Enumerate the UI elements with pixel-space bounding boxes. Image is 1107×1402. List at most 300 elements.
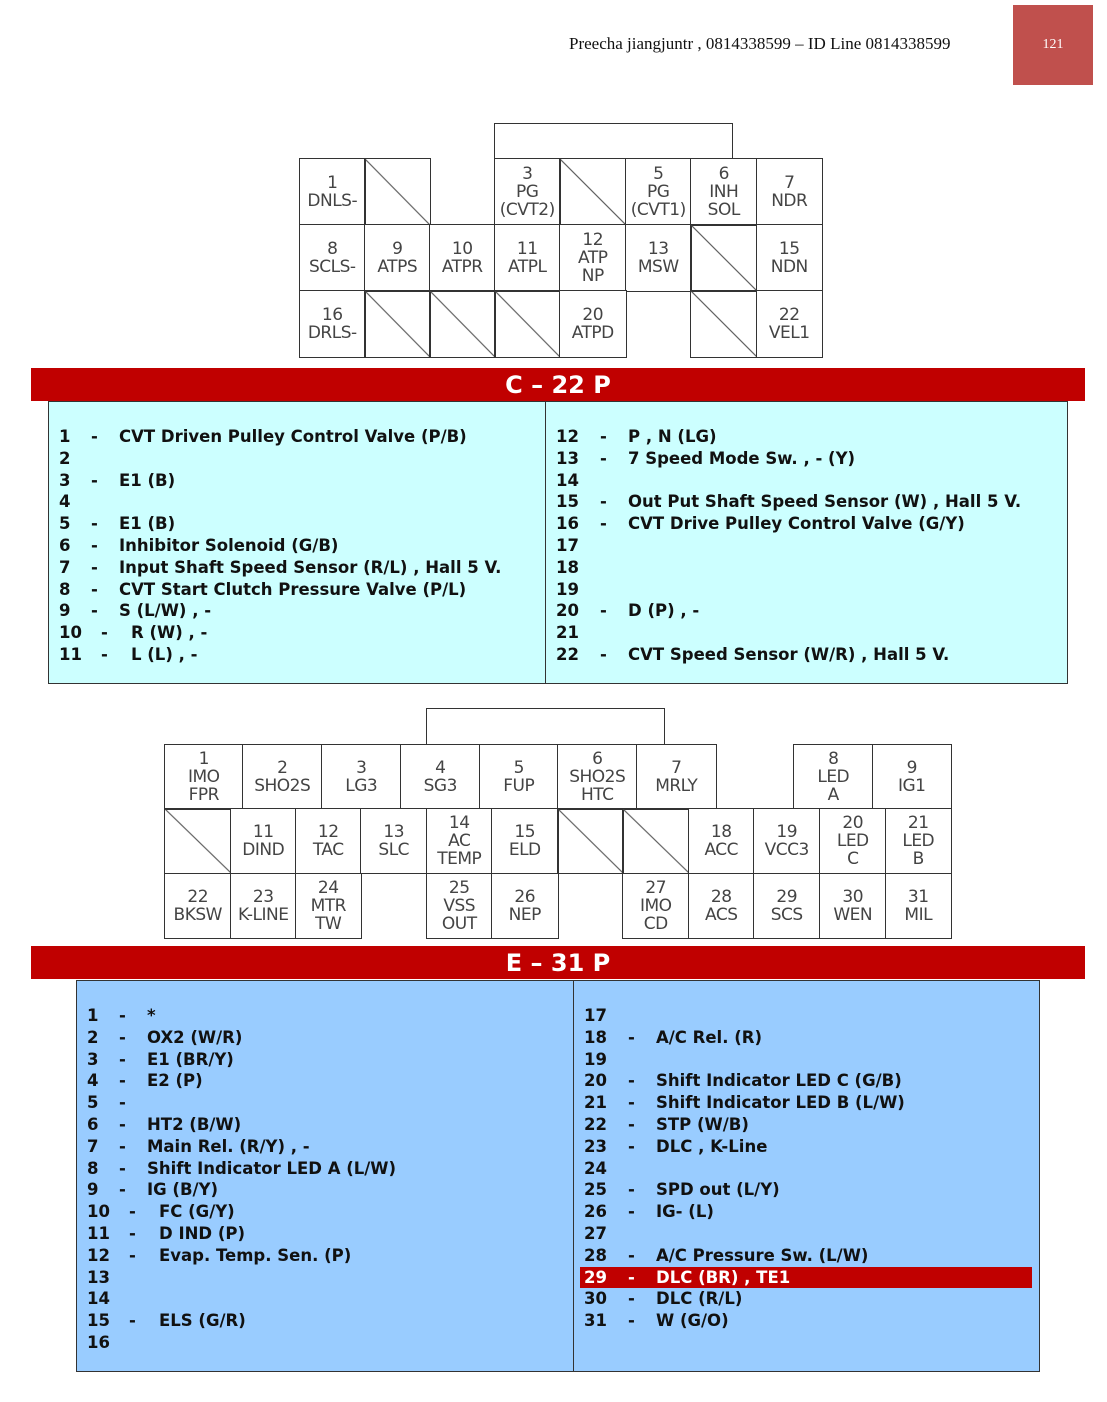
pin-description: OX2 (W/R) xyxy=(147,1027,243,1047)
pin-label: IMO xyxy=(639,896,672,916)
pin-number: 15 xyxy=(556,492,579,512)
e-pin-11 xyxy=(230,808,297,874)
pin-number: 23 xyxy=(252,887,274,907)
pin-label: VSS xyxy=(443,896,476,916)
pin-description: P , N (LG) xyxy=(628,427,717,446)
pin-number: 18 xyxy=(584,1027,607,1047)
e-pin-3 xyxy=(321,744,402,810)
pin-dash: - xyxy=(91,514,98,534)
pin-number: 25 xyxy=(584,1180,607,1200)
pin-number: 9 xyxy=(87,1180,99,1200)
pin-dash: - xyxy=(628,1267,635,1287)
legend-row xyxy=(49,557,546,579)
pin-description: IG (B/Y) xyxy=(147,1180,219,1200)
connector-c-title: C – 22 P xyxy=(31,368,1085,401)
pin-dash: - xyxy=(119,1027,126,1047)
legend-row xyxy=(546,426,1067,448)
pin-dash: - xyxy=(628,1311,635,1331)
pin-description: W (G/O) xyxy=(656,1311,729,1331)
pin-number: 28 xyxy=(710,887,732,907)
pin-label: ACC xyxy=(704,840,739,860)
pin-description: A/C Pressure Sw. (L/W) xyxy=(656,1245,869,1265)
pin-number: 16 xyxy=(556,514,579,534)
e-pin-15 xyxy=(491,808,559,874)
pin-label: NDN xyxy=(770,256,808,277)
pin-description: D (P) , - xyxy=(628,601,700,621)
pin-number: 29 xyxy=(776,887,798,907)
e-pin-1 xyxy=(164,744,244,810)
e-pin-9 xyxy=(872,744,952,810)
c-pin-unused xyxy=(364,158,431,226)
pin-number: 14 xyxy=(87,1289,110,1309)
legend-row xyxy=(546,622,1067,644)
connector-c-legend-left xyxy=(49,402,546,683)
pin-dash: - xyxy=(600,492,607,512)
legend-row xyxy=(77,1005,574,1027)
pin-number: 7 xyxy=(784,172,795,193)
pin-number: 3 xyxy=(59,470,71,490)
pin-description: CVT Drive Pulley Control Valve (G/Y) xyxy=(628,514,965,534)
pin-label: NDR xyxy=(771,190,808,211)
pin-number: 12 xyxy=(317,822,339,842)
pin-number: 12 xyxy=(582,229,604,250)
pin-label: LED xyxy=(902,831,935,851)
c-pin-unused xyxy=(364,290,431,358)
pin-number: 13 xyxy=(87,1267,110,1287)
legend-row xyxy=(49,622,546,644)
pin-label: FPR xyxy=(188,785,219,805)
pin-number: 23 xyxy=(584,1136,607,1156)
pin-label: MRLY xyxy=(655,776,698,796)
e-pin-6 xyxy=(557,744,638,810)
pin-label: (CVT1) xyxy=(630,199,686,220)
legend-row xyxy=(49,644,546,666)
pin-dash: - xyxy=(628,1114,635,1134)
pin-number: 11 xyxy=(252,822,274,842)
pin-dash: - xyxy=(600,601,607,621)
pin-label: SHO2S xyxy=(569,767,626,787)
pin-label: DIND xyxy=(242,840,285,860)
pin-number: 3 xyxy=(356,758,367,778)
c-pin-20 xyxy=(559,290,627,358)
pin-description: Main Rel. (R/Y) , - xyxy=(147,1136,310,1156)
c-pin-8 xyxy=(299,224,366,292)
pin-description: Shift Indicator LED B (L/W) xyxy=(656,1093,905,1113)
pin-description: Out Put Shaft Speed Sensor (W) , Hall 5 V. xyxy=(628,492,1022,512)
pin-number: 5 xyxy=(59,514,71,534)
legend-row xyxy=(77,1158,574,1180)
pin-number: 2 xyxy=(277,758,288,778)
page-number-badge: 121 xyxy=(1013,5,1093,85)
connector-c-key xyxy=(494,123,733,159)
connector-e-title: E – 31 P xyxy=(31,946,1085,979)
pin-dash: - xyxy=(91,557,98,577)
pin-number: 11 xyxy=(516,238,538,259)
legend-row xyxy=(49,513,546,535)
pin-label: IMO xyxy=(187,767,220,787)
pin-description: SPD out (L/Y) xyxy=(656,1180,780,1200)
pin-number: 21 xyxy=(584,1093,607,1113)
pin-number: 5 xyxy=(87,1093,99,1113)
legend-row xyxy=(574,1245,1039,1267)
connector-c-legend xyxy=(48,401,1068,684)
legend-row xyxy=(574,1027,1039,1049)
pin-number: 10 xyxy=(59,623,82,643)
pin-number: 8 xyxy=(828,749,839,769)
pin-label: C xyxy=(847,849,859,869)
e-pin-26 xyxy=(491,873,559,939)
pin-label: ATPL xyxy=(508,256,547,277)
pin-dash: - xyxy=(91,535,98,555)
pin-label: IG1 xyxy=(897,776,926,796)
pin-dash: - xyxy=(91,427,98,446)
e-pin-unused xyxy=(557,808,624,874)
c-pin-16 xyxy=(299,290,366,358)
pin-number: 29 xyxy=(584,1267,607,1287)
connector-e-legend-right xyxy=(573,981,1039,1371)
pin-label: OUT xyxy=(441,914,477,934)
pin-number: 21 xyxy=(907,813,929,833)
pin-label: PG xyxy=(647,181,670,202)
pin-number: 10 xyxy=(451,238,473,259)
pin-number: 15 xyxy=(87,1311,110,1331)
pin-number: 14 xyxy=(448,813,470,833)
pin-label: VEL1 xyxy=(768,322,810,343)
legend-row xyxy=(49,579,546,601)
legend-row xyxy=(574,1179,1039,1201)
pin-label: SHO2S xyxy=(254,776,311,796)
pin-number: 25 xyxy=(448,878,470,898)
legend-row xyxy=(574,1005,1039,1027)
connector-e-key xyxy=(426,708,665,745)
legend-row xyxy=(77,1179,574,1201)
pin-number: 19 xyxy=(776,822,798,842)
c-pin-9 xyxy=(364,224,431,292)
e-pin-19 xyxy=(753,808,821,874)
pin-label: SLC xyxy=(378,840,410,860)
pin-dash: - xyxy=(600,644,607,664)
pin-number: 7 xyxy=(87,1136,99,1156)
pin-dash: - xyxy=(91,601,98,621)
pin-dash: - xyxy=(600,427,607,446)
e-pin-unused xyxy=(622,808,690,874)
e-pin-12 xyxy=(295,808,362,874)
pin-number: 16 xyxy=(87,1332,110,1352)
pin-number: 1 xyxy=(327,172,338,193)
pin-description: STP (W/B) xyxy=(656,1114,749,1134)
pin-number: 11 xyxy=(59,644,82,664)
pin-dash: - xyxy=(119,1114,126,1134)
pin-number: 12 xyxy=(87,1245,110,1265)
pin-number: 20 xyxy=(582,304,604,325)
pin-description: A/C Rel. (R) xyxy=(656,1027,763,1047)
legend-row xyxy=(546,448,1067,470)
pin-label: PG xyxy=(516,181,539,202)
c-pin-10 xyxy=(429,224,496,292)
pin-number: 19 xyxy=(556,579,579,599)
pin-number: 28 xyxy=(584,1245,607,1265)
pin-number: 2 xyxy=(87,1027,99,1047)
pin-number: 6 xyxy=(718,163,729,184)
pin-number: 3 xyxy=(87,1049,99,1069)
pin-dash: - xyxy=(91,579,98,599)
pin-number: 6 xyxy=(59,535,71,555)
pin-number: 26 xyxy=(584,1202,607,1222)
legend-row xyxy=(574,1288,1039,1310)
pin-number: 15 xyxy=(778,238,800,259)
connector-e-legend xyxy=(76,980,1040,1372)
pin-description: E2 (P) xyxy=(147,1071,203,1091)
pin-description: * xyxy=(147,1006,156,1025)
pin-label: SOL xyxy=(707,199,740,220)
legend-row xyxy=(77,1092,574,1114)
pin-dash: - xyxy=(628,1093,635,1113)
e-pin-31 xyxy=(885,873,952,939)
legend-row xyxy=(49,600,546,622)
pin-number: 22 xyxy=(556,644,579,664)
pin-label: MIL xyxy=(904,905,933,925)
legend-row xyxy=(77,1027,574,1049)
legend-row xyxy=(77,1201,574,1223)
e-pin-29 xyxy=(753,873,821,939)
legend-row xyxy=(49,535,546,557)
legend-row xyxy=(546,644,1067,666)
e-pin-4 xyxy=(400,744,481,810)
pin-label: TW xyxy=(315,914,342,934)
legend-row xyxy=(77,1049,574,1071)
legend-row xyxy=(574,1158,1039,1180)
pin-number: 10 xyxy=(87,1202,110,1222)
pin-dash: - xyxy=(129,1223,136,1243)
c-pin-unused xyxy=(690,224,758,292)
pin-number: 3 xyxy=(522,163,533,184)
legend-row-highlight xyxy=(580,1267,1032,1289)
pin-description: DLC (R/L) xyxy=(656,1289,743,1309)
legend-row xyxy=(77,1267,574,1289)
legend-row xyxy=(77,1310,574,1332)
pin-number: 8 xyxy=(327,238,338,259)
pin-dash: - xyxy=(101,644,108,664)
pin-description: ELS (G/R) xyxy=(159,1311,246,1331)
pin-number: 8 xyxy=(59,579,71,599)
pin-number: 11 xyxy=(87,1223,110,1243)
pin-description: Input Shaft Speed Sensor (R/L) , Hall 5 V. xyxy=(119,557,502,577)
pin-label: LED xyxy=(836,831,869,851)
e-pin-18 xyxy=(688,808,755,874)
pin-label: ATPD xyxy=(571,322,614,343)
e-pin-8 xyxy=(793,744,874,810)
pin-dash: - xyxy=(628,1180,635,1200)
pin-number: 27 xyxy=(584,1223,607,1243)
pin-number: 7 xyxy=(671,758,682,778)
connector-c-legend-right xyxy=(545,402,1067,683)
c-pin-unused xyxy=(494,290,561,358)
c-pin-11 xyxy=(494,224,561,292)
pin-label: K-LINE xyxy=(238,905,289,925)
pin-description: 7 Speed Mode Sw. , - (Y) xyxy=(628,448,856,468)
pin-description: Inhibitor Solenoid (G/B) xyxy=(119,535,339,555)
pin-number: 4 xyxy=(59,492,71,512)
pin-number: 22 xyxy=(778,304,800,325)
pin-description: CVT Driven Pulley Control Valve (P/B) xyxy=(119,427,467,446)
connector-e-legend-left xyxy=(77,981,574,1371)
pin-description: CVT Start Clutch Pressure Valve (P/L) xyxy=(119,579,467,599)
c-pin-unused xyxy=(690,290,758,358)
pin-number: 6 xyxy=(87,1114,99,1134)
pin-number: 1 xyxy=(198,749,209,769)
c-pin-unused xyxy=(559,158,627,226)
pin-label: ATPR xyxy=(441,256,483,277)
pin-dash: - xyxy=(628,1136,635,1156)
legend-row xyxy=(574,1201,1039,1223)
pin-dash: - xyxy=(628,1202,635,1222)
pin-number: 22 xyxy=(584,1114,607,1134)
legend-row xyxy=(49,448,546,470)
pin-number: 7 xyxy=(59,557,71,577)
pin-number: 21 xyxy=(556,623,579,643)
pin-number: 16 xyxy=(321,304,343,325)
e-pin-unused xyxy=(164,808,232,874)
pin-description: Shift Indicator LED A (L/W) xyxy=(147,1158,397,1178)
e-pin-28 xyxy=(688,873,755,939)
pin-description: HT2 (B/W) xyxy=(147,1114,242,1134)
pin-number: 6 xyxy=(592,749,603,769)
c-pin-1 xyxy=(299,158,366,226)
pin-label: SCS xyxy=(770,905,803,925)
pin-number: 15 xyxy=(514,822,536,842)
pin-number: 1 xyxy=(59,427,71,446)
pin-number: 9 xyxy=(59,601,71,621)
legend-row xyxy=(574,1136,1039,1158)
pin-number: 31 xyxy=(907,887,929,907)
pin-number: 20 xyxy=(584,1071,607,1091)
pin-number: 4 xyxy=(87,1071,99,1091)
e-pin-7 xyxy=(636,744,717,810)
legend-row xyxy=(574,1223,1039,1245)
e-pin-24 xyxy=(295,873,362,939)
legend-row xyxy=(77,1114,574,1136)
pin-label: SG3 xyxy=(423,776,457,796)
pin-label: CD xyxy=(643,914,668,934)
pin-label: ELD xyxy=(508,840,541,860)
pin-description: Evap. Temp. Sen. (P) xyxy=(159,1245,352,1265)
pin-description: FC (G/Y) xyxy=(159,1202,235,1222)
pin-label: A xyxy=(827,785,839,805)
e-pin-22 xyxy=(164,873,232,939)
legend-row xyxy=(574,1114,1039,1136)
legend-row xyxy=(574,1310,1039,1332)
pin-description: Shift Indicator LED C (G/B) xyxy=(656,1071,902,1091)
e-pin-20 xyxy=(819,808,887,874)
c-pin-12 xyxy=(559,224,627,292)
pin-number: 17 xyxy=(556,535,579,555)
pin-number: 17 xyxy=(584,1006,607,1025)
pin-number: 20 xyxy=(556,601,579,621)
pin-number: 9 xyxy=(392,238,403,259)
pin-number: 18 xyxy=(556,557,579,577)
pin-label: (CVT2) xyxy=(499,199,555,220)
pin-dash: - xyxy=(628,1245,635,1265)
pin-number: 4 xyxy=(435,758,446,778)
pin-label: BKSW xyxy=(173,905,222,925)
pin-label: NP xyxy=(581,265,604,286)
pin-dash: - xyxy=(119,1093,126,1113)
pin-number: 12 xyxy=(556,427,579,446)
pin-dash: - xyxy=(628,1027,635,1047)
pin-number: 27 xyxy=(645,878,667,898)
pin-dash: - xyxy=(119,1136,126,1156)
pin-dash: - xyxy=(91,470,98,490)
pin-label: TAC xyxy=(312,840,344,860)
pin-label: B xyxy=(912,849,924,869)
c-pin-6 xyxy=(690,158,758,226)
pin-dash: - xyxy=(628,1071,635,1091)
pin-description: IG- (L) xyxy=(656,1202,714,1222)
pin-number: 14 xyxy=(556,470,579,490)
header-author-line: Preecha jiangjuntr , 0814338599 – ID Line 0814338599 xyxy=(569,34,951,53)
pin-dash: - xyxy=(129,1311,136,1331)
e-pin-27 xyxy=(622,873,690,939)
pin-description: DLC (BR) , TE1 xyxy=(656,1267,791,1287)
pin-dash: - xyxy=(129,1202,136,1222)
pin-label: MTR xyxy=(310,896,346,916)
pin-number: 9 xyxy=(906,758,917,778)
pin-number: 30 xyxy=(584,1289,607,1309)
pin-label: DRLS- xyxy=(307,322,357,343)
legend-row xyxy=(574,1049,1039,1071)
e-pin-25 xyxy=(426,873,493,939)
pin-dash: - xyxy=(119,1049,126,1069)
pin-dash: - xyxy=(119,1158,126,1178)
legend-row xyxy=(546,600,1067,622)
pin-dash: - xyxy=(119,1071,126,1091)
pin-dash: - xyxy=(119,1180,126,1200)
pin-label: MSW xyxy=(637,256,679,277)
pin-number: 24 xyxy=(584,1158,607,1178)
pin-description: D IND (P) xyxy=(159,1223,246,1243)
pin-description: CVT Speed Sensor (W/R) , Hall 5 V. xyxy=(628,644,950,664)
pin-label: ATP xyxy=(578,247,608,268)
pin-dash: - xyxy=(600,448,607,468)
pin-number: 5 xyxy=(653,163,664,184)
pin-number: 26 xyxy=(514,887,536,907)
pin-number: 24 xyxy=(317,878,339,898)
pin-number: 30 xyxy=(842,887,864,907)
pin-description: R (W) , - xyxy=(131,623,208,643)
pin-number: 5 xyxy=(513,758,524,778)
pin-number: 20 xyxy=(842,813,864,833)
pin-label: VCC3 xyxy=(764,840,809,860)
pin-number: 19 xyxy=(584,1049,607,1069)
pin-label: DNLS- xyxy=(307,190,358,211)
legend-row xyxy=(546,579,1067,601)
legend-row xyxy=(546,513,1067,535)
pin-dash: - xyxy=(101,623,108,643)
c-pin-unused xyxy=(429,290,496,358)
legend-row xyxy=(49,491,546,513)
legend-row xyxy=(546,491,1067,513)
pin-label: WEN xyxy=(833,905,873,925)
legend-row xyxy=(77,1070,574,1092)
legend-row xyxy=(49,470,546,492)
pin-description: L (L) , - xyxy=(131,644,198,664)
pin-number: 1 xyxy=(87,1006,99,1025)
legend-row xyxy=(574,1070,1039,1092)
legend-row xyxy=(574,1092,1039,1114)
legend-row xyxy=(77,1288,574,1310)
pin-label: ACS xyxy=(705,905,738,925)
pin-label: ATPS xyxy=(377,256,418,277)
